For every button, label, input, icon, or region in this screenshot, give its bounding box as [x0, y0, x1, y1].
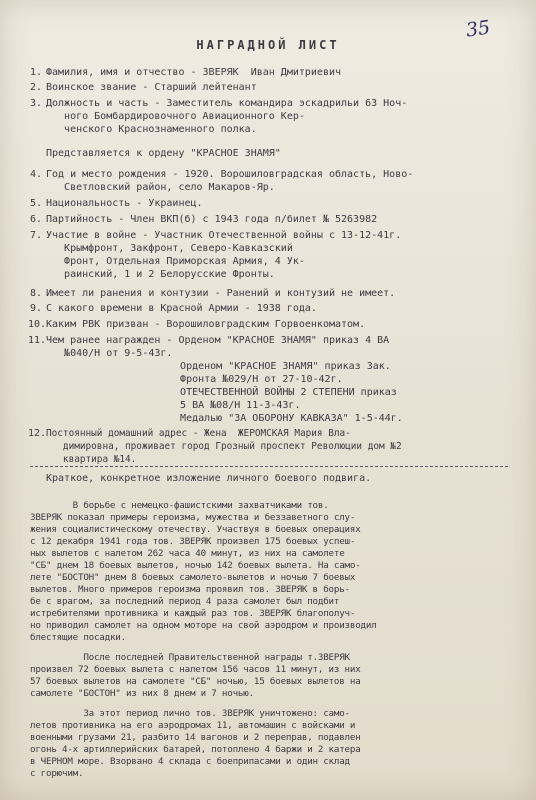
separator-line — [30, 466, 508, 467]
narrative-line: летов противника на его аэродромах 11, автомашин с войсками и — [30, 720, 356, 731]
field-position-line: ного Бомбардировочного Авиационного Кер- — [46, 111, 305, 122]
field-awards-line: №040/Н от 9-5-43г. — [46, 348, 173, 359]
field-awards-line: ОТЕЧЕСТВЕННОЙ ВОЙНЫ 2 СТЕПЕНИ приказ — [162, 387, 397, 398]
document-title: НАГРАДНОЙ ЛИСТ — [196, 38, 340, 52]
field-number: 2. — [30, 82, 43, 93]
field-birth-line: Светловский район, село Макаров-Яр. — [46, 182, 275, 193]
field-number: 10. — [28, 319, 47, 330]
field-number: 3. — [30, 98, 43, 109]
narrative-line: вылетов. Много примеров героизма проявил тов. ЗВЕРЯК в борь- — [30, 584, 350, 595]
field-awards-line: Чем ранее награжден - Орденом "КРАСНОЕ ЗНАМЯ" приказ 4 ВА — [46, 335, 390, 346]
field-awards-line: 5 ВА №08/Н 11-3-43г. — [162, 400, 301, 411]
narrative-line: "СБ" днем 18 боевых вылетов, ночью 142 боевых вылета. На само- — [30, 560, 361, 571]
field-war-line: Фронт, Отдельная Приморская Армия, 4 Ук- — [46, 256, 305, 267]
field-party: Партийность - Член ВКП(б) с 1943 года п/билет № 5263982 — [46, 214, 378, 225]
narrative-line: военными грузами 21, разбито 14 вагонов и 2 переправ, подавлен — [30, 732, 361, 743]
narrative-line: с горючим. — [30, 768, 84, 779]
field-awards-line: Фронта №029/Н от 27-10-42г. — [162, 374, 343, 385]
field-number: 12. — [28, 428, 47, 439]
field-military-rank: Воинское звание - Старший лейтенант — [46, 82, 257, 93]
field-position-line: ченского Краснознаменного полка. — [46, 124, 257, 135]
field-address-line: Постоянный домашний адрес - Жена ЖЕРОМСКАЯ Мария Вла- — [46, 428, 351, 439]
field-draft-office: Каким РВК призван - Ворошиловградским Горвоенкоматом. — [46, 319, 366, 330]
narrative-line: но приводил самолет на одном моторе на свой аэродром и производил — [30, 620, 377, 631]
field-war-line: раинский, 1 и 2 Белорусские Фронты. — [46, 269, 275, 280]
field-birth-line: Год и место рождения - 1920. Ворошиловградская область, Ново- — [46, 169, 414, 180]
narrative-line: За этот период лично тов. ЗВЕРЯК уничтожено: само- — [30, 708, 350, 719]
field-address-line: димировна, проживает город Грозный проспект Революции дом №2 — [46, 441, 402, 452]
narrative-line: с 12 декабря 1941 года тов. ЗВЕРЯК произвел 175 боевых успеш- — [30, 536, 356, 547]
narrative-line: В борьбе с немецко-фашистскими захватчиками тов. — [30, 500, 329, 511]
field-wounds: Имеет ли ранения и контузии - Ранений и контузий не имеет. — [46, 288, 396, 299]
narrative-line: 57 боевых вылетов на самолете "СБ" ночью, 15 боевых вылетов на — [30, 676, 361, 687]
narrative-line: истребителями противника и каждый раз тов. ЗВЕРЯК благополуч- — [30, 608, 356, 619]
field-position-line: Должность и часть - Заместитель командира эскадрильи 63 Ноч- — [46, 98, 408, 109]
page-number: 35 — [464, 16, 492, 42]
field-number: 7. — [30, 230, 43, 241]
brief-heading: Краткое, конкретное изложение личного боевого подвига. — [46, 473, 372, 484]
narrative-line: огонь 4-х артиллерийских батарей, потоплено 4 баржи и 2 катера — [30, 744, 361, 755]
narrative-line: ных вылетов с налетом 262 часа 40 минут, из них на самолете — [30, 548, 345, 559]
field-number: 6. — [30, 214, 43, 225]
narrative-line: бе с врагом, за последний период 4 раза самолет был подбит — [30, 596, 340, 607]
field-address-line: квартира №14. — [46, 454, 137, 465]
field-awards-line: Медалью "ЗА ОБОРОНУ КАВКАЗА" 1-5-44г. — [162, 413, 403, 424]
field-awards-line: Орденом "КРАСНОЕ ЗНАМЯ" приказ Зак. — [162, 361, 391, 372]
field-number: 4. — [30, 169, 43, 180]
field-full-name: Фамилия, имя и отчество - ЗВЕРЯК Иван Дмитриевич — [46, 67, 342, 78]
narrative-line: самолете "БОСТОН" из них 8 днем и 7 ночью. — [30, 688, 254, 699]
field-war-line: Участие в войне - Участник Отечественной войны с 13-12-41г. — [46, 230, 402, 241]
field-number: 8. — [30, 288, 43, 299]
narrative-line: блестящие посадки. — [30, 632, 126, 643]
field-number: 11. — [28, 335, 47, 346]
narrative-line: ЗВЕРЯК показал примеры героизма, мужества и беззаветного слу- — [30, 512, 356, 523]
narrative-line: произвел 72 боевых вылета с налетом 156 часов 11 минут, из них — [30, 664, 361, 675]
field-service-since: С какого времени в Красной Армии - 1938 года. — [46, 303, 317, 314]
field-number: 9. — [30, 303, 43, 314]
field-nationality: Национальность - Украинец. — [46, 198, 203, 209]
narrative-line: в ЧЕРНОМ море. Взорвано 4 склада с боеприпасами и один склад — [30, 756, 350, 767]
field-war-line: Крымфронт, Закфронт, Северо-Кавказский — [46, 243, 293, 254]
narrative-line: После последней Правительственной награды т.ЗВЕРЯК — [30, 652, 350, 663]
nomination-line: Представляется к ордену "КРАСНОЕ ЗНАМЯ" — [46, 148, 281, 159]
field-number: 1. — [30, 67, 43, 78]
narrative-line: жения социалистическому отечеству. Участвуя в боевых операциях — [30, 524, 361, 535]
field-number: 5. — [30, 198, 43, 209]
narrative-line: лете "БОСТОН" днем 8 боевых самолето-вылетов и ночью 7 боевых — [30, 572, 356, 583]
